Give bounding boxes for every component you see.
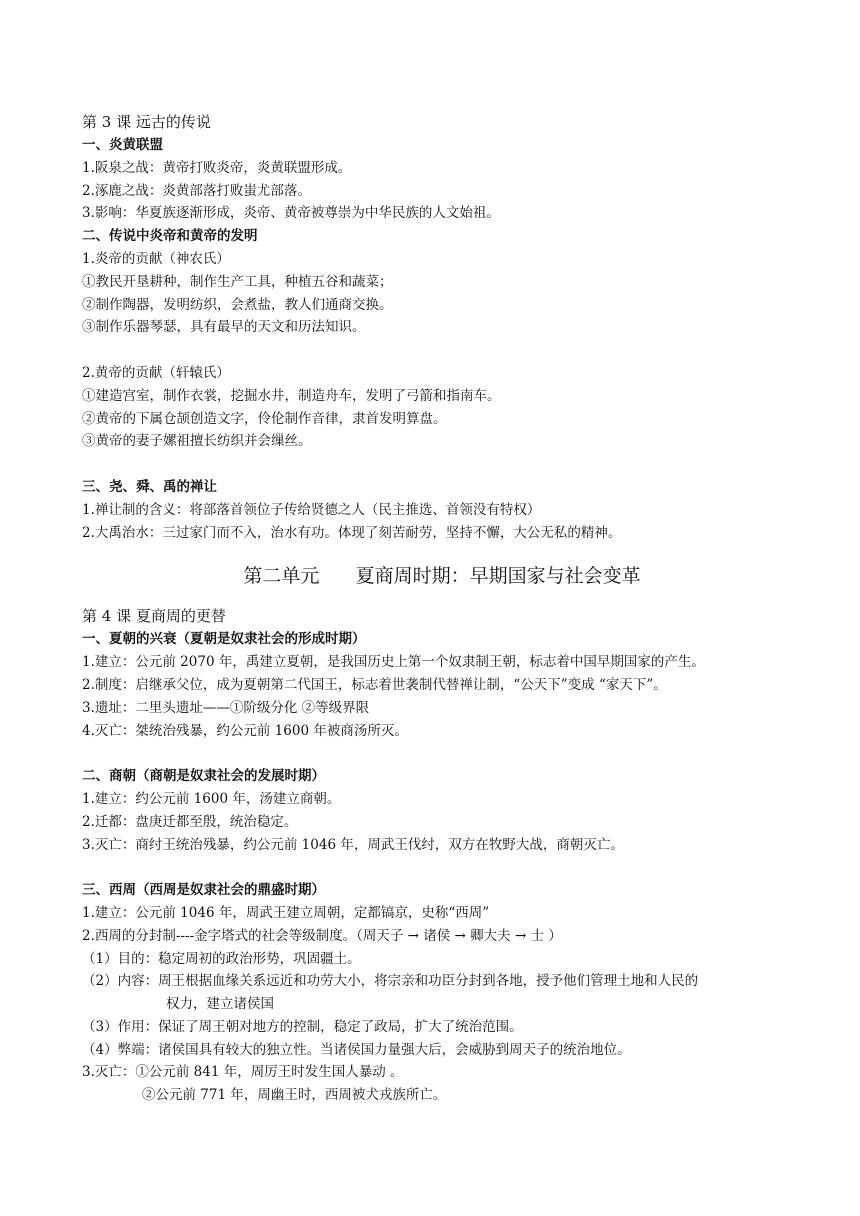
list-item: 2.制度：启继承父位，成为夏朝第二代国王，标志着世袭制代替禅让制，“公天下”变成 “家天下”。 [82, 676, 667, 693]
list-item: 2.黄帝的贡献（轩辕氏） [82, 364, 230, 381]
unit-2-title: 第二单元 夏商周时期：早期国家与社会变革 [243, 565, 641, 588]
sub-item: （1）目的：稳定周初的政治形势，巩固疆土。 [82, 950, 361, 967]
list-item: 3.影响：华夏族逐渐形成，炎帝、黄帝被尊崇为中华民族的人文始祖。 [82, 205, 500, 222]
list-item: 3.遗址：二里头遗址——①阶级分化 ②等级界限 [82, 699, 370, 716]
list-item: ①教民开垦耕种，制作生产工具，种植五谷和蔬菜； [82, 273, 393, 290]
spacer [82, 856, 802, 879]
list-item: 2.迁都：盘庚迁都至殷，统治稳定。 [82, 813, 298, 830]
lesson-4-title: 第 4 课 夏商周的更替 [82, 607, 226, 626]
section-heading: 三、西周（西周是奴隶社会的鼎盛时期） [82, 882, 325, 899]
sub-item-continuation: 权力，建立诸侯国 [166, 996, 274, 1013]
list-item: 2.西周的分封制----金字塔式的社会等级制度。（周天子 → 诸侯 → 卿大夫 → 士 ） [82, 927, 562, 944]
document-page [82, 110, 802, 1107]
list-item: 1.禅让制的含义：将部落首领位子传给贤德之人（民主推选、首领没有特权） [82, 501, 541, 518]
list-item: 1.建立：公元前 1046 年，周武王建立周朝，定都镐京，史称“西周” [82, 904, 490, 921]
list-item: ③制作乐器琴瑟，具有最早的天文和历法知识。 [82, 319, 366, 336]
list-item: 3.灭亡：①公元前 841 年，周厉王时发生国人暴动 。 [82, 1064, 404, 1081]
lesson-3-title: 第 3 课 远古的传说 [82, 113, 211, 131]
list-item: 3.灭亡：商纣王统治残暴，约公元前 1046 年，周武王伐纣，双方在牧野大战，商朝灭亡。 [82, 836, 624, 853]
list-item: ②黄帝的下属仓颉创造文字，伶伦制作音律，隶首发明算盘。 [82, 410, 447, 427]
spacer [82, 453, 802, 476]
section-heading: 一、夏朝的兴衰（夏朝是奴隶社会的形成时期） [82, 631, 366, 648]
section-heading: 二、商朝（商朝是奴隶社会的发展时期） [82, 768, 325, 785]
sub-item: （4）弊端：诸侯国具有较大的独立性。当诸侯国力量强大后，会威胁到周天子的统治地位。 [82, 1041, 631, 1058]
section-heading: 一、炎黄联盟 [82, 137, 163, 153]
spacer [82, 339, 802, 362]
list-item: 2.涿鹿之战：炎黄部落打败蚩尤部落。 [82, 182, 311, 199]
sub-item: （3）作用：保证了周王朝对地方的控制，稳定了政局，扩大了统治范围。 [82, 1018, 523, 1035]
list-item-continuation: ②公元前 771 年，周幽王时，西周被犬戎族所亡。 [142, 1087, 447, 1104]
section-heading: 二、传说中炎帝和黄帝的发明 [82, 228, 258, 245]
list-item: 1.阪泉之战：黄帝打败炎帝，炎黄联盟形成。 [82, 159, 352, 176]
spacer [82, 742, 802, 765]
list-item: 1.建立：约公元前 1600 年，汤建立商朝。 [82, 790, 341, 807]
list-item: 1.建立：公元前 2070 年，禹建立夏朝，是我国历史上第一个奴隶制王朝，标志着中国早期国家的产生。 [82, 654, 705, 671]
section-heading: 三、尧、舜、禹的禅让 [82, 478, 217, 495]
list-item: ③黄帝的妻子嫘祖擅长纺织并会缫丝。 [82, 433, 312, 450]
list-item: 2.大禹治水：三过家门而不入，治水有功。体现了刻苦耐劳，坚持不懈，大公无私的精神。 [82, 524, 622, 541]
list-item: ②制作陶器，发明纺织，会煮盐，教人们通商交换。 [82, 296, 393, 313]
list-item: ①建造宫室，制作衣裳，挖掘水井，制造舟车，发明了弓箭和指南车。 [82, 387, 501, 404]
sub-item: （2）内容：周王根据血缘关系远近和功劳大小，将宗亲和功臣分封到各地，授予他们管理土地和人民的 [82, 973, 699, 990]
list-item: 4.灭亡：桀统治残暴，约公元前 1600 年被商汤所灭。 [82, 722, 408, 739]
list-item: 1.炎帝的贡献（神农氏） [82, 250, 230, 267]
